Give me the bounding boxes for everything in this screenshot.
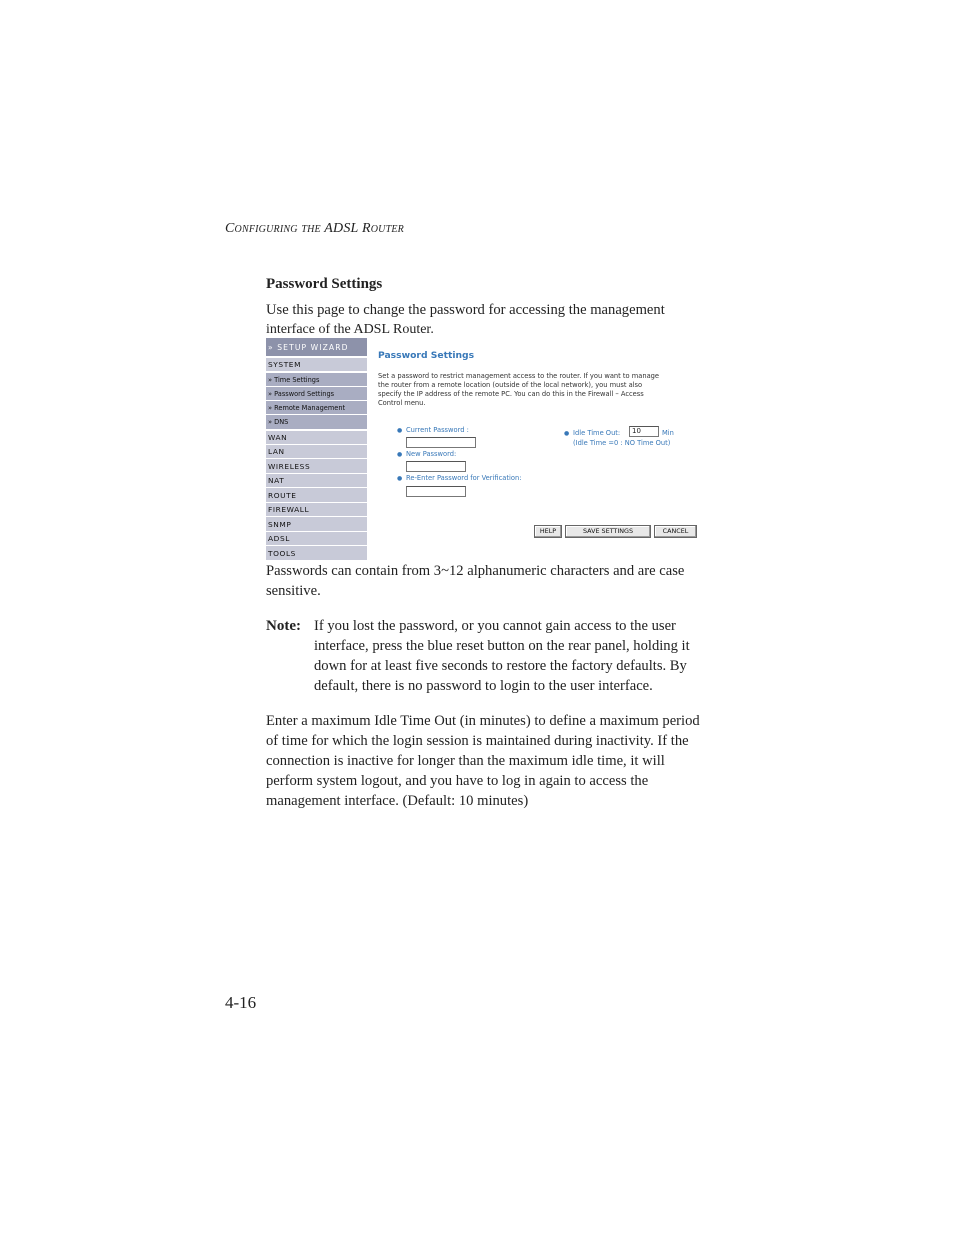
- menu-firewall[interactable]: FIREWALL: [266, 503, 367, 517]
- bullet-icon: ●: [564, 430, 570, 437]
- menu-time-settings[interactable]: » Time Settings: [266, 373, 367, 387]
- menu-snmp[interactable]: SNMP: [266, 517, 367, 532]
- bullet-icon: ●: [397, 451, 403, 458]
- new-password-input[interactable]: [406, 461, 466, 472]
- note-line: If you lost the password, or you cannot gain access to the user: [314, 618, 676, 634]
- menu-system[interactable]: SYSTEM: [266, 358, 367, 372]
- menu-dns[interactable]: » DNS: [266, 415, 367, 430]
- passwords-line-2: sensitive.: [266, 583, 321, 599]
- menu-wireless[interactable]: WIRELESS: [266, 459, 367, 474]
- cancel-button[interactable]: CANCEL: [654, 525, 697, 538]
- save-settings-button[interactable]: SAVE SETTINGS: [565, 525, 651, 538]
- help-button[interactable]: HELP: [534, 525, 562, 538]
- idle-paragraph: [266, 711, 726, 811]
- page-number: 4-16: [225, 993, 257, 1012]
- side-menu: [266, 338, 367, 561]
- idle-line: Enter a maximum Idle Time Out (in minutes) to define a maximum period: [266, 713, 700, 729]
- idle-line: management interface. (Default: 10 minutes): [266, 793, 529, 809]
- reenter-password-input[interactable]: [406, 486, 466, 497]
- idle-timeout-hint: (Idle Time =0 : NO Time Out): [573, 439, 671, 447]
- idle-line: connection is inactive for longer than the maximum idle time, it will: [266, 753, 665, 769]
- bullet-icon: ●: [397, 475, 403, 482]
- idle-line: perform system logout, and you have to log in again to access the: [266, 773, 649, 789]
- note-line: default, there is no password to login to the user interface.: [314, 678, 653, 694]
- idle-timeout-input[interactable]: 10: [629, 426, 659, 437]
- current-password-label: Current Password :: [406, 426, 469, 434]
- passwords-line-1: Passwords can contain from 3~12 alphanumeric characters and are case: [266, 563, 685, 579]
- new-password-label: New Password:: [406, 450, 457, 458]
- menu-route[interactable]: ROUTE: [266, 488, 367, 503]
- bullet-icon: ●: [397, 427, 403, 434]
- running-head: Configuring the ADSL Router: [225, 221, 404, 236]
- menu-password-settings[interactable]: » Password Settings: [266, 387, 367, 401]
- current-password-input[interactable]: [406, 437, 476, 448]
- desc-line: specify the IP address of the remote PC. You can do this in the Firewall – Access: [378, 390, 644, 398]
- reenter-password-label: Re-Enter Password for Verification:: [406, 474, 522, 482]
- intro-line-2: interface of the ADSL Router.: [266, 322, 434, 337]
- desc-line: Control menu.: [378, 399, 426, 407]
- idle-timeout-label: Idle Time Out:: [573, 429, 621, 437]
- desc-line: Set a password to restrict management access to the router. If you want to manage: [378, 372, 660, 380]
- section-title: Password Settings: [266, 276, 383, 292]
- menu-lan[interactable]: LAN: [266, 445, 367, 459]
- router-screenshot: [266, 338, 702, 562]
- menu-wan[interactable]: WAN: [266, 431, 367, 445]
- note-line: down for at least five seconds to restore the factory defaults. By: [314, 658, 687, 674]
- intro-line-1: Use this page to change the password for accessing the management: [266, 302, 665, 318]
- desc-line: the router from a remote location (outside of the local network), you must also: [378, 381, 643, 389]
- idle-timeout-unit: Min: [662, 429, 674, 437]
- panel-title: Password Settings: [378, 350, 475, 361]
- menu-remote-management[interactable]: » Remote Management: [266, 401, 367, 415]
- menu-nat[interactable]: NAT: [266, 474, 367, 488]
- idle-line: of time for which the login session is maintained during inactivity. If the: [266, 733, 689, 749]
- menu-adsl[interactable]: ADSL: [266, 532, 367, 546]
- note-text: [314, 616, 714, 696]
- note-line: interface, press the blue reset button on the rear panel, holding it: [314, 638, 690, 654]
- panel-description: [378, 372, 708, 408]
- menu-tools[interactable]: TOOLS: [266, 546, 367, 561]
- menu-setup-wizard[interactable]: » SETUP WIZARD: [266, 338, 367, 357]
- note-label: Note:: [266, 618, 301, 634]
